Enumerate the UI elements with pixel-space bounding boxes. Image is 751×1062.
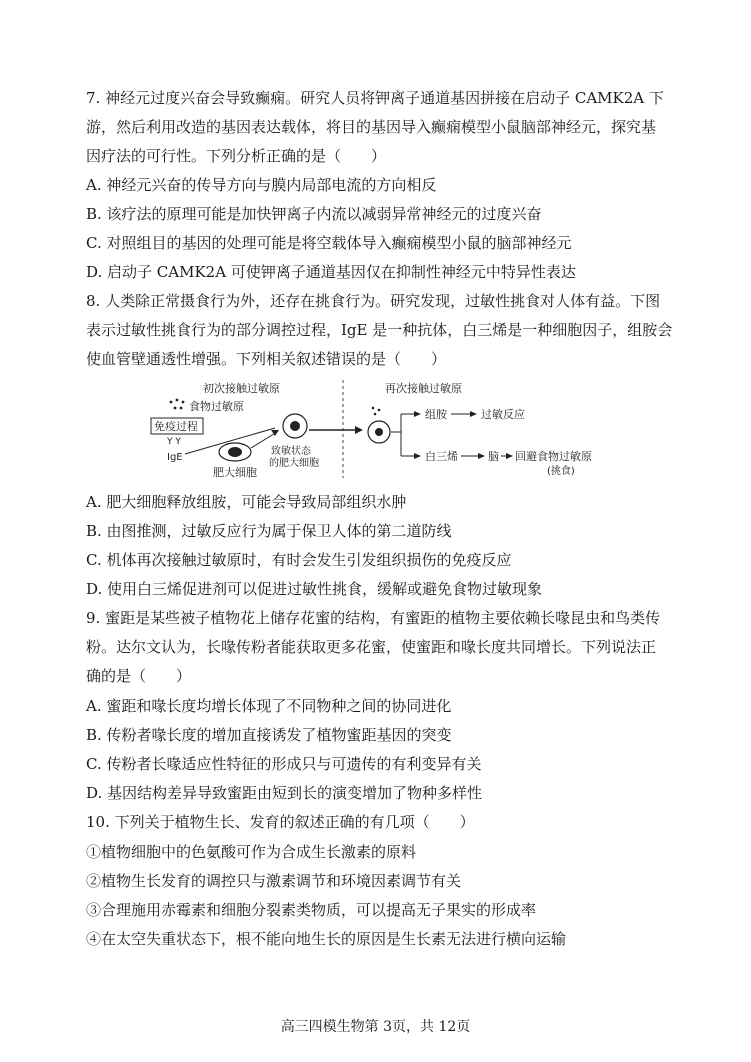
antibody-icon: Y Y bbox=[167, 437, 181, 447]
q8-stem-line-1: 8. 人类除正常摄食行为外，还存在挑食行为。研究发现，过敏性挑食对人体有益。下图 bbox=[86, 292, 661, 310]
q10-item-1: ①植物细胞中的色氨酸可作为合成生长激素的原料 bbox=[86, 843, 417, 861]
arrow-head-icon bbox=[414, 453, 421, 459]
arrow-head-icon bbox=[355, 426, 363, 434]
q7-option-b: B. 该疗法的原理可能是加快钾离子内流以减弱异常神经元的过度兴奋 bbox=[86, 205, 542, 223]
sensitized-nucleus-icon bbox=[290, 421, 300, 431]
q9-option-d: D. 基因结构差异导致蜜距由短到长的演变增加了物种多样性 bbox=[86, 784, 483, 802]
right-title: 再次接触过敏原 bbox=[385, 382, 462, 395]
arrow-head-icon bbox=[506, 453, 513, 459]
q8-option-d: D. 使用白三烯促进剂可以促进过敏性挑食，缓解或避免食物过敏现象 bbox=[86, 580, 543, 598]
q7-stem-line-1: 7. 神经元过度兴奋会导致癫痫。研究人员将钾离子通道基因拼接在启动子 CAMK2A 下 bbox=[86, 89, 664, 107]
q10-item-3: ③合理施用赤霉素和细胞分裂素类物质，可以提高无子果实的形成率 bbox=[86, 901, 537, 919]
q10-item-2: ②植物生长发育的调控只与激素调节和环境因素调节有关 bbox=[86, 872, 462, 890]
arrow-head-icon bbox=[478, 453, 485, 459]
avoid-label: 回避食物过敏原 bbox=[515, 450, 592, 463]
immune-process-label: 免疫过程 bbox=[154, 420, 198, 433]
q7-option-c: C. 对照组目的基因的处理可能是将空载体导入癫痫模型小鼠的脑部神经元 bbox=[86, 234, 572, 252]
q7-stem-line-2: 游，然后利用改造的基因表达载体，将目的基因导入癫痫模型小鼠脑部神经元，探究基 bbox=[86, 118, 657, 136]
q9-option-a: A. 蜜距和喙长度均增长体现了不同物种之间的协同进化 bbox=[86, 697, 452, 715]
q7-option-d: D. 启动子 CAMK2A 可使钾离子通道基因仅在抑制性神经元中特异性表达 bbox=[86, 263, 576, 281]
q9-option-b: B. 传粉者喙长度的增加直接诱发了植物蜜距基因的突变 bbox=[86, 726, 452, 744]
allergen-dots-icon bbox=[170, 399, 185, 410]
q8-option-c: C. 机体再次接触过敏原时，有时会发生引发组织损伤的免疫反应 bbox=[86, 551, 512, 569]
q9-stem-line-1: 9. 蜜距是某些被子植物花上储存花蜜的结构，有蜜距的植物主要依赖长喙昆虫和鸟类传 bbox=[86, 609, 661, 627]
mast-cell-label: 肥大细胞 bbox=[213, 466, 257, 479]
leukotriene-label: 白三烯 bbox=[425, 450, 458, 463]
page-footer: 高三四模生物第 3页，共 12页 bbox=[280, 1019, 471, 1035]
q10-stem: 10. 下列关于植物生长、发育的叙述正确的有几项（ ） bbox=[86, 813, 475, 831]
mast-cell-nucleus-icon bbox=[228, 447, 242, 457]
q8-option-b: B. 由图推测，过敏反应行为属于保卫人体的第二道防线 bbox=[86, 522, 452, 540]
ige-label: IgE bbox=[167, 452, 183, 463]
q10-item-4: ④在太空失重状态下，根不能向地生长的原因是生长素无法进行横向运输 bbox=[86, 930, 567, 948]
q8-option-a: A. 肥大细胞释放组胺，可能会导致局部组织水肿 bbox=[86, 493, 407, 511]
q7-option-a: A. 神经元兴奋的传导方向与膜内局部电流的方向相反 bbox=[86, 176, 437, 194]
q8-stem-line-3: 使血管壁通透性增强。下列相关叙述错误的是（ ） bbox=[86, 350, 447, 368]
histamine-label: 组胺 bbox=[425, 408, 447, 421]
brain-label: 脑 bbox=[488, 450, 499, 463]
picky-label: (挑食) bbox=[547, 466, 575, 477]
q8-stem-line-2: 表示过敏性挑食行为的部分调控过程，IgE 是一种抗体，白三烯是一种细胞因子，组胺会 bbox=[86, 321, 673, 339]
arrow-head-icon bbox=[414, 411, 421, 417]
sensitized-label-2: 的肥大细胞 bbox=[269, 458, 319, 469]
sensitized-label-1: 致敏状态 bbox=[271, 446, 311, 457]
allergy-diagram bbox=[145, 378, 615, 484]
q9-stem-line-2: 粉。达尔文认为，长喙传粉者能获取更多花蜜，使蜜距和喙长度共同增长。下列说法正 bbox=[86, 638, 657, 656]
allergen-dots-icon bbox=[372, 407, 381, 416]
allergen-label: 食物过敏原 bbox=[189, 400, 244, 413]
left-title: 初次接触过敏原 bbox=[203, 382, 280, 395]
q9-option-c: C. 传粉者长喙适应性特征的形成只与可遗传的有利变异有关 bbox=[86, 755, 482, 773]
q7-stem-line-3: 因疗法的可行性。下列分析正确的是（ ） bbox=[86, 147, 387, 165]
arrow-head-icon bbox=[470, 411, 477, 417]
q9-stem-line-3: 确的是（ ） bbox=[86, 667, 192, 685]
allergic-reaction-label: 过敏反应 bbox=[481, 408, 525, 421]
activated-nucleus-icon bbox=[375, 428, 383, 436]
